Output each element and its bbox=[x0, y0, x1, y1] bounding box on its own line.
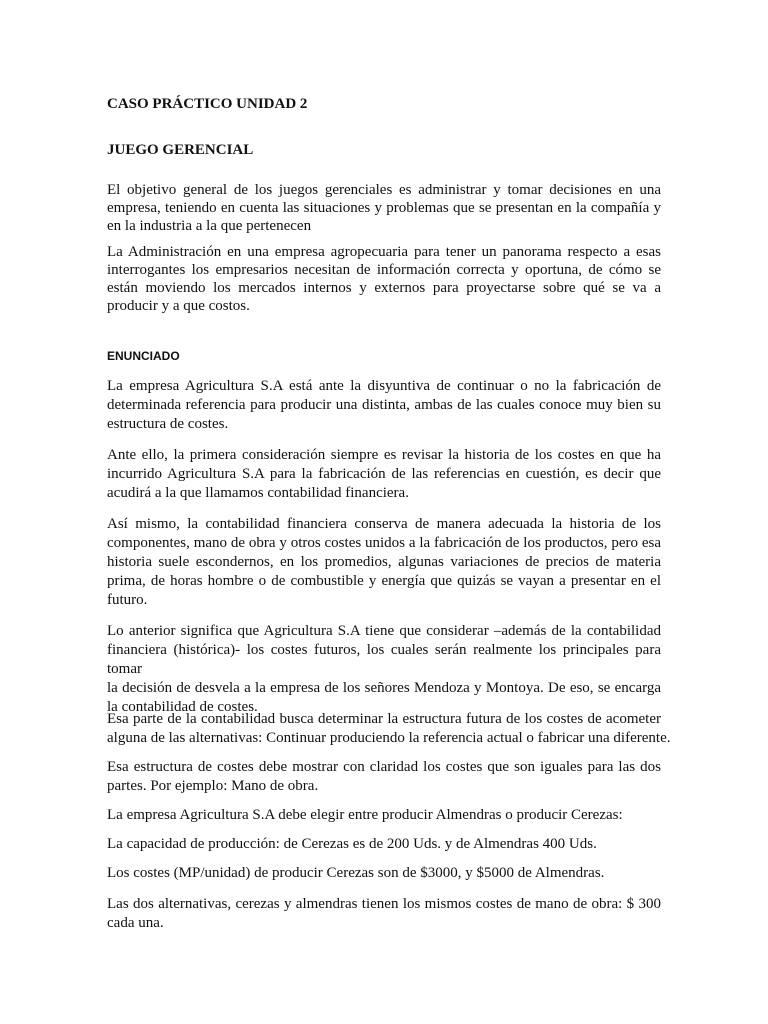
paragraph-3 bbox=[107, 515, 661, 610]
intro-2-line-2: interrogantes los empresarios necesitan de información correcta y oportuna, de cómo se bbox=[107, 262, 661, 278]
section-heading: ENUNCIADO bbox=[107, 349, 180, 363]
intro-paragraph-1 bbox=[107, 181, 661, 235]
p4-line-2: financiera (histórica)- los costes futuros, los cuales serán realmente los principales para tomar bbox=[107, 642, 661, 677]
paragraph-8 bbox=[107, 835, 661, 854]
p4-line-1: Lo anterior significa que Agricultura S.A tiene que considerar –además de la contabilidad bbox=[107, 623, 661, 639]
p3-line-1: Así mismo, la contabilidad financiera conserva de manera adecuada la historia de los bbox=[107, 516, 661, 532]
p5-line-2: alguna de las alternativas: Continuar produciendo la referencia actual o fabricar una diferente. bbox=[107, 730, 671, 746]
paragraph-7 bbox=[107, 806, 661, 825]
intro-2-line-3: están moviendo los mercados internos y externos para proyectarse sobre qué se va a bbox=[107, 280, 661, 296]
intro-1-line-1: El objetivo general de los juegos gerenciales es administrar y tomar decisiones en una bbox=[107, 182, 661, 198]
p3-line-3: historia suele escondernos, en los promedios, algunas variaciones de precios de materia bbox=[107, 554, 661, 570]
paragraph-10 bbox=[107, 895, 661, 933]
paragraph-2 bbox=[107, 446, 661, 503]
paragraph-6 bbox=[107, 758, 661, 796]
p4-line-4: la contabilidad de costes. bbox=[107, 699, 258, 715]
paragraph-5 bbox=[107, 710, 671, 748]
p3-line-4: prima, de horas hombre o de combustible y energía que quizás se vayan a presentar en el bbox=[107, 573, 661, 589]
paragraph-9 bbox=[107, 864, 661, 883]
p4-line-3: la decisión de desvela a la empresa de los señores Mendoza y Montoya. De eso, se encarga bbox=[107, 680, 661, 696]
p10-line-1: Las dos alternativas, cerezas y almendras tienen los mismos costes de mano de obra: $ 300 bbox=[107, 896, 661, 912]
document-title: CASO PRÁCTICO UNIDAD 2 bbox=[107, 96, 308, 112]
document-subtitle: JUEGO GERENCIAL bbox=[107, 142, 254, 158]
p2-line-3: acudirá a la que llamamos contabilidad financiera. bbox=[107, 485, 409, 501]
p1-line-2: determinada referencia para producir una distinta, ambas de las cuales conoce muy bien su bbox=[107, 397, 661, 413]
p8-line-1: La capacidad de producción: de Cerezas es de 200 Uds. y de Almendras 400 Uds. bbox=[107, 836, 597, 852]
p5-line-1: Esa parte de la contabilidad busca determinar la estructura futura de los costes de acometer bbox=[107, 711, 661, 727]
p10-line-2: cada una. bbox=[107, 915, 164, 931]
p9-line-1: Los costes (MP/unidad) de producir Cerezas son de $3000, y $5000 de Almendras. bbox=[107, 865, 605, 881]
intro-paragraph-2 bbox=[107, 243, 661, 315]
p1-line-1: La empresa Agricultura S.A está ante la disyuntiva de continuar o no la fabricación de bbox=[107, 378, 661, 394]
intro-1-line-2: empresa, teniendo en cuenta las situaciones y problemas que se presentan en la compañía y bbox=[107, 200, 661, 216]
p6-line-2: partes. Por ejemplo: Mano de obra. bbox=[107, 778, 319, 794]
p2-line-2: incurrido Agricultura S.A para la fabricación de las referencias en cuestión, es decir que bbox=[107, 466, 661, 482]
p7-line-1: La empresa Agricultura S.A debe elegir entre producir Almendras o producir Cerezas: bbox=[107, 807, 623, 823]
p3-line-2: componentes, mano de obra y otros costes unidos a la fabricación de los productos, pero esa bbox=[107, 535, 661, 551]
p2-line-1: Ante ello, la primera consideración siempre es revisar la historia de los costes en que ha bbox=[107, 447, 661, 463]
p1-line-3: estructura de costes. bbox=[107, 416, 229, 432]
intro-2-line-4: producir y a que costos. bbox=[107, 298, 250, 314]
paragraph-1 bbox=[107, 377, 661, 434]
p6-line-1: Esa estructura de costes debe mostrar con claridad los costes que son iguales para las dos bbox=[107, 759, 661, 775]
p3-line-5: futuro. bbox=[107, 592, 148, 608]
intro-2-line-1: La Administración en una empresa agropecuaria para tener un panorama respecto a esas bbox=[107, 244, 661, 260]
paragraph-4 bbox=[107, 622, 661, 717]
intro-1-line-3: en la industria a la que pertenecen bbox=[107, 218, 312, 234]
